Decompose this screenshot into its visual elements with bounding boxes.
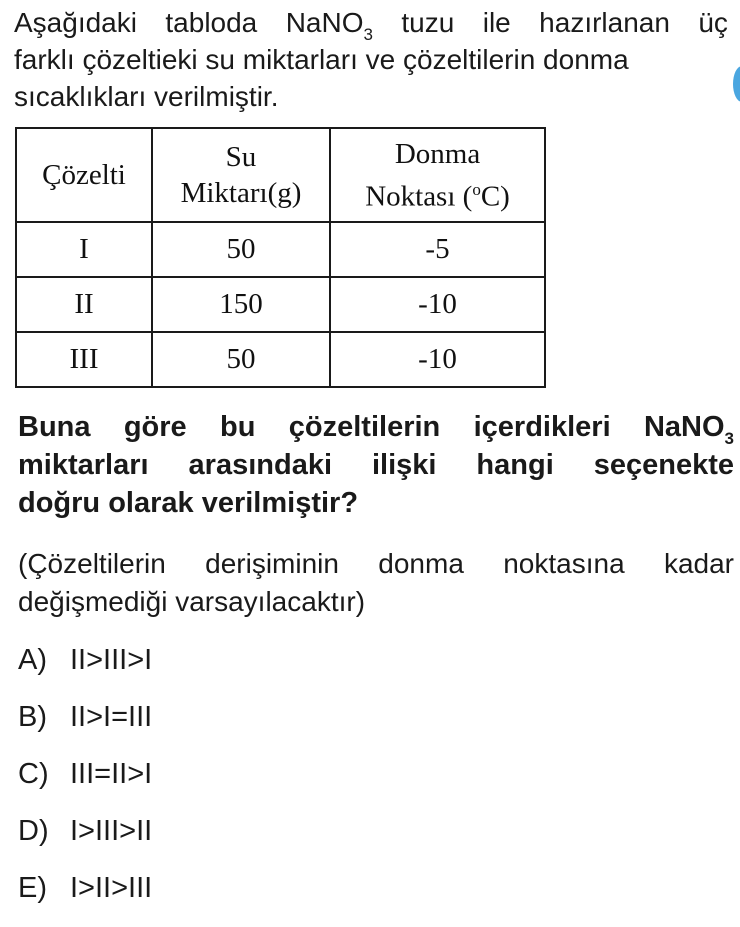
option-letter: C)	[18, 758, 49, 790]
option-c[interactable]	[18, 754, 152, 811]
solution-table	[15, 127, 546, 388]
question-stem	[18, 408, 734, 522]
option-letter: D)	[18, 815, 49, 847]
note-word: kadar	[663, 548, 734, 579]
question-word: içerdikleri	[473, 411, 611, 443]
table-row	[16, 277, 545, 332]
note-word: noktasına	[503, 548, 625, 579]
note-line-1	[18, 545, 734, 583]
header-text: C)	[480, 180, 510, 213]
intro-word: tabloda	[165, 7, 258, 38]
cell-cozelti: I	[16, 222, 152, 277]
intro-line-1	[14, 4, 728, 44]
table-header-row	[16, 128, 545, 222]
header-line: Donma	[394, 137, 481, 170]
question-word: arasındaki	[188, 449, 333, 481]
formula-subscript: 3	[724, 429, 734, 448]
cell-donma: -10	[330, 332, 545, 387]
header-line	[331, 172, 544, 215]
header-line: Su	[225, 141, 257, 173]
question-formula	[644, 408, 734, 446]
question-word: Buna	[18, 411, 91, 443]
intro-paragraph	[14, 4, 728, 115]
page-edge-marker	[733, 66, 740, 102]
question-word: çözeltilerin	[288, 411, 441, 443]
intro-word: üç	[698, 7, 728, 38]
question-line-1	[18, 408, 734, 446]
option-e[interactable]	[18, 868, 152, 925]
question-word: ilişki	[371, 449, 437, 481]
intro-word: Aşağıdaki	[14, 7, 137, 38]
answer-options	[18, 640, 152, 925]
cell-donma: -10	[330, 277, 545, 332]
option-letter: E)	[18, 872, 47, 904]
option-d[interactable]	[18, 811, 152, 868]
cell-su: 50	[152, 222, 330, 277]
header-cozelti: Çözelti	[16, 128, 152, 222]
note-line-2: değişmediği varsayılacaktır)	[18, 586, 366, 617]
question-line-2	[18, 446, 734, 484]
cell-donma: -5	[330, 222, 545, 277]
table-row	[16, 222, 545, 277]
assumption-note	[18, 545, 734, 621]
option-b[interactable]	[18, 697, 152, 754]
intro-line-3: sıcaklıkları verilmiştir.	[14, 81, 279, 112]
header-line: Miktarı(g)	[180, 177, 302, 209]
intro-word: hazırlanan	[539, 7, 670, 38]
formula-base: NaNO	[285, 7, 364, 38]
question-word: seçenekte	[593, 449, 734, 481]
option-text: III=II>I	[70, 758, 153, 790]
intro-formula	[285, 4, 373, 44]
header-donma-noktasi	[330, 128, 545, 222]
question-word: göre	[123, 411, 187, 443]
question-word: miktarları	[18, 449, 149, 481]
question-word: hangi	[476, 449, 554, 481]
option-text: II>III>I	[70, 644, 153, 676]
header-su-miktari	[152, 128, 330, 222]
note-word: (Çözeltilerin	[18, 548, 166, 579]
question-line-3: doğru olarak verilmiştir?	[18, 487, 359, 519]
table-row	[16, 332, 545, 387]
option-letter: A)	[18, 644, 47, 676]
intro-word: tuzu	[401, 7, 455, 38]
question-word: bu	[220, 411, 256, 443]
degree-superscript: o	[472, 179, 481, 199]
option-text: I>II>III	[70, 872, 153, 904]
option-text: I>III>II	[70, 815, 153, 847]
option-letter: B)	[18, 701, 47, 733]
formula-base: NaNO	[643, 411, 725, 443]
intro-word: ile	[482, 7, 511, 38]
header-text: Noktası (	[365, 180, 473, 213]
cell-cozelti: III	[16, 332, 152, 387]
cell-cozelti: II	[16, 277, 152, 332]
intro-line-2: farklı çözeltieki su miktarları ve çözeltilerin donma	[14, 44, 629, 75]
note-word: derişiminin	[205, 548, 339, 579]
option-a[interactable]	[18, 640, 152, 697]
option-text: II>I=III	[70, 701, 153, 733]
cell-su: 150	[152, 277, 330, 332]
formula-subscript: 3	[363, 25, 373, 44]
note-word: donma	[378, 548, 464, 579]
cell-su: 50	[152, 332, 330, 387]
